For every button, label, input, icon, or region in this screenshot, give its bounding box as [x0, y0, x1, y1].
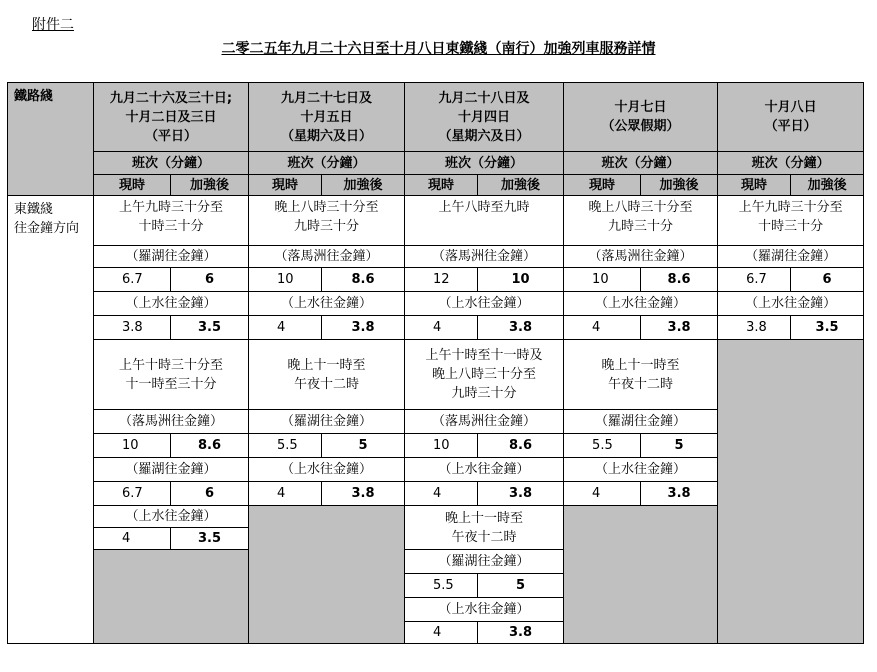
route-label: （羅湖往金鐘）	[564, 410, 718, 434]
route-label: （羅湖往金鐘）	[718, 246, 864, 268]
railway-line-header: 鐵路綫	[8, 83, 94, 196]
current-headway: 12	[405, 268, 478, 292]
route-label: （上水往金鐘）	[94, 506, 249, 528]
enhanced-headway: 3.5	[171, 528, 249, 550]
current-headway: 3.8	[718, 316, 791, 340]
current-header: 現時	[718, 175, 791, 196]
period-cell: 晚上八時三十分至 九時三十分	[564, 196, 718, 246]
period-cell: 上午九時三十分至 十時三十分	[94, 196, 249, 246]
enhanced-headway: 8.6	[171, 434, 249, 458]
enhanced-headway: 6	[791, 268, 864, 292]
route-label: （上水往金鐘）	[405, 458, 564, 482]
period-cell: 上午九時三十分至 十時三十分	[718, 196, 864, 246]
route-label: （上水往金鐘）	[564, 292, 718, 316]
current-headway: 4	[405, 622, 478, 644]
enhanced-headway: 5	[322, 434, 405, 458]
enhanced-header: 加強後	[322, 175, 405, 196]
current-headway: 6.7	[94, 268, 171, 292]
current-headway: 10	[249, 268, 322, 292]
route-label: （落馬洲往金鐘）	[249, 246, 405, 268]
annex-label: 附件二	[32, 17, 74, 33]
current-headway: 4	[564, 482, 641, 506]
period-cell: 晚上十一時至 午夜十二時	[405, 506, 564, 550]
service-table	[7, 82, 864, 644]
enhanced-headway: 6	[171, 482, 249, 506]
current-headway: 3.8	[94, 316, 171, 340]
route-label: （上水往金鐘）	[405, 598, 564, 622]
enhanced-headway: 5	[641, 434, 718, 458]
current-headway: 6.7	[718, 268, 791, 292]
route-label: （落馬洲往金鐘）	[564, 246, 718, 268]
current-header: 現時	[94, 175, 171, 196]
route-label: （上水往金鐘）	[94, 292, 249, 316]
empty-shaded-cell	[718, 340, 864, 644]
enhanced-headway: 3.8	[322, 316, 405, 340]
headway-header: 班次（分鐘）	[718, 152, 864, 175]
route-label: （羅湖往金鐘）	[94, 458, 249, 482]
enhanced-header: 加強後	[478, 175, 564, 196]
current-header: 現時	[249, 175, 322, 196]
railway-line-cell: 東鐵綫 往金鐘方向	[8, 196, 94, 644]
current-headway: 5.5	[564, 434, 641, 458]
enhanced-headway: 6	[171, 268, 249, 292]
current-header: 現時	[564, 175, 641, 196]
empty-shaded-cell	[94, 550, 249, 644]
route-label: （羅湖往金鐘）	[405, 550, 564, 574]
period-cell: 晚上十一時至 午夜十二時	[249, 340, 405, 410]
current-headway: 4	[249, 482, 322, 506]
route-label: （上水往金鐘）	[249, 458, 405, 482]
current-headway: 4	[94, 528, 171, 550]
current-headway: 5.5	[249, 434, 322, 458]
enhanced-header: 加強後	[641, 175, 718, 196]
period-cell: 晚上八時三十分至 九時三十分	[249, 196, 405, 246]
period-cell: 晚上十一時至 午夜十二時	[564, 340, 718, 410]
route-label: （落馬洲往金鐘）	[94, 410, 249, 434]
date-header-weekday: 九月二十六及三十日; 十月二日及三日 （平日）	[94, 83, 249, 152]
headway-header: 班次（分鐘）	[94, 152, 249, 175]
period-cell: 上午十時三十分至 十一時至三十分	[94, 340, 249, 410]
date-header-oct8: 十月八日 （平日）	[718, 83, 864, 152]
document-title: 二零二五年九月二十六日至十月八日東鐵綫（南行）加強列車服務詳情	[221, 41, 656, 57]
headway-header: 班次（分鐘）	[249, 152, 405, 175]
current-headway: 5.5	[405, 574, 478, 598]
current-headway: 10	[94, 434, 171, 458]
headway-header: 班次（分鐘）	[405, 152, 564, 175]
enhanced-headway: 5	[478, 574, 564, 598]
current-headway: 4	[249, 316, 322, 340]
enhanced-headway: 3.8	[641, 316, 718, 340]
current-headway: 10	[564, 268, 641, 292]
enhanced-headway: 3.5	[791, 316, 864, 340]
headway-header: 班次（分鐘）	[564, 152, 718, 175]
date-header-sep28-oct4: 九月二十八日及 十月四日 （星期六及日）	[405, 83, 564, 152]
route-label: （落馬洲往金鐘）	[405, 246, 564, 268]
route-label: （上水往金鐘）	[718, 292, 864, 316]
enhanced-headway: 8.6	[478, 434, 564, 458]
period-cell: 上午八時至九時	[405, 196, 564, 246]
enhanced-headway: 3.8	[478, 622, 564, 644]
enhanced-headway: 3.8	[478, 316, 564, 340]
enhanced-headway: 8.6	[322, 268, 405, 292]
route-label: （上水往金鐘）	[249, 292, 405, 316]
route-label: （落馬洲往金鐘）	[405, 410, 564, 434]
route-label: （上水往金鐘）	[405, 292, 564, 316]
enhanced-headway: 10	[478, 268, 564, 292]
empty-shaded-cell	[249, 506, 405, 644]
enhanced-headway: 8.6	[641, 268, 718, 292]
enhanced-headway: 3.8	[641, 482, 718, 506]
route-label: （羅湖往金鐘）	[94, 246, 249, 268]
enhanced-headway: 3.8	[478, 482, 564, 506]
current-headway: 10	[405, 434, 478, 458]
enhanced-headway: 3.8	[322, 482, 405, 506]
current-headway: 6.7	[94, 482, 171, 506]
empty-shaded-cell	[564, 506, 718, 644]
enhanced-header: 加強後	[791, 175, 864, 196]
current-headway: 4	[405, 482, 478, 506]
current-header: 現時	[405, 175, 478, 196]
date-header-sep27-oct5: 九月二十七日及 十月五日 （星期六及日）	[249, 83, 405, 152]
period-cell: 上午十時至十一時及 晚上八時三十分至 九時三十分	[405, 340, 564, 410]
current-headway: 4	[564, 316, 641, 340]
date-header-oct7: 十月七日 （公眾假期）	[564, 83, 718, 152]
route-label: （羅湖往金鐘）	[249, 410, 405, 434]
current-headway: 4	[405, 316, 478, 340]
enhanced-header: 加強後	[171, 175, 249, 196]
route-label: （上水往金鐘）	[564, 458, 718, 482]
enhanced-headway: 3.5	[171, 316, 249, 340]
